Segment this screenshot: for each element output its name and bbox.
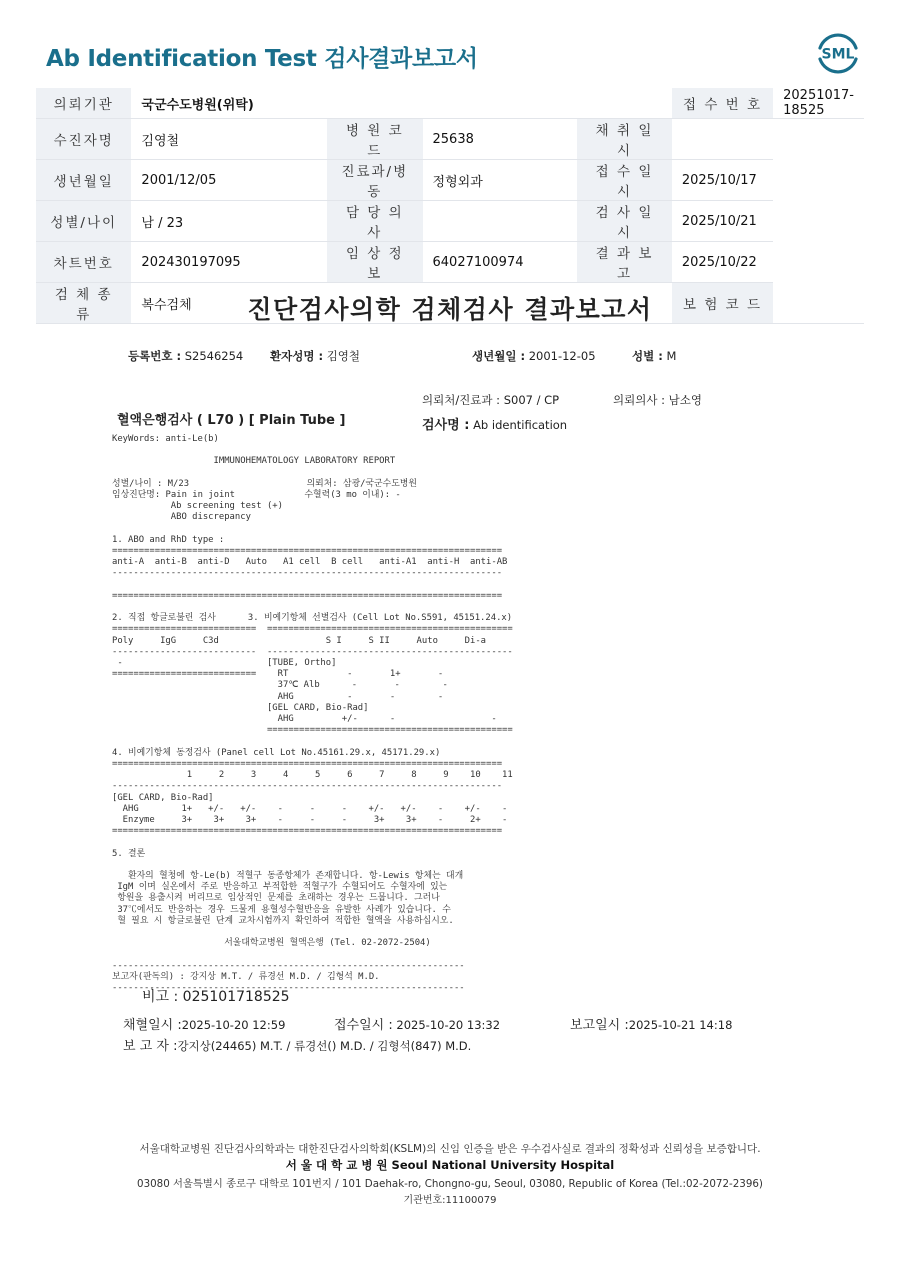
info-row [36,119,864,160]
reported-time: 보고일시 :2025-10-21 14:18 [570,1018,733,1033]
reporter: 보 고 자 :강지상(24465) M.T. / 류경선() M.D. / 김형석(847) M.D. [123,1039,472,1054]
info-label: 진료과/병동 [327,160,422,201]
info-label: 임 상 정 보 [327,242,422,283]
received-time: 접수일시 : 2025-10-20 13:32 [334,1018,501,1033]
info-label: 담 당 의 사 [327,201,422,242]
patient-name: 환자성명 : 김영철 [270,349,361,363]
report-title: 진단검사의학 검체검사 결과보고서 [247,295,653,324]
info-row [36,88,864,119]
info-value: 25638 [423,119,578,160]
info-value: 2025/10/22 [672,242,773,283]
info-row [36,201,864,242]
info-label: 검 사 일 시 [577,201,672,242]
logo-text: SML [821,46,855,63]
footer-address: 03080 서울특별시 종로구 대학로 101번지 / 101 Daehak-ro, Chongno-gu, Seoul, 03080, Republic of Korea (Tel.:02-2072-2396) [137,1178,763,1190]
info-label: 검 체 종 류 [36,283,131,324]
info-value: 20251017-18525 [773,88,864,119]
footer-institution-no: 기관번호:11100079 [403,1195,497,1206]
test-name: 검사명 : Ab identification [422,418,568,433]
info-label: 수진자명 [36,119,131,160]
info-value: 2025/10/21 [672,201,773,242]
page-title: Ab Identification Test 검사결과보고서 [46,46,478,72]
info-label: 채 취 일 시 [577,119,672,160]
lab-report-body: KeyWords: anti-Le(b) IMMUNOHEMATOLOGY LABORATORY REPORT 성별/나이 : M/23 의뢰처: 삼광/국군수도병원 임상진단명: Pain in joint 수혈력(3 mo 이내): - Ab screening test (+) ABO discrepancy 1. ABO and RhD type : ========================================================================= anti-A anti-B anti-D Auto A1 cell B cell anti-A1 anti-H anti-AB ------------------------------------------------------------------------- ========================================================================= 2. 직접 항글로불린 검사 3. 비예기항체 선별검사 (Cell Lot No.S591, 45151.24.x) =========================== ============================================== Poly IgG C3d S I S II Auto Di-a --------------------------- ---------------------------------------------- - [TUBE, Ortho] =========================== RT - 1+ - 37℃ Alb - - - AHG - - - [GEL CARD, Bio-Rad] AHG +/- - - ============================================== 4. 비예기항체 동정검사 (Panel cell Lot No.45161.29.x, 45171.29.x) ========================================================================= 1 2 3 4 5 6 7 8 9 10 11 ------------------------------------------------------------------------- [GEL CARD, Bio-Rad] AHG 1+ +/- +/- - - - +/- +/- - +/- - Enzyme 3+ 3+ 3+ - - - 3+ 3+ - 2+ - ========================================================================= 5. 결론 환자의 혈청에 항-Le(b) 적혈구 동종항체가 존재합니다. 항-Lewis 항체는 대개 IgM 이며 실온에서 주로 반응하고 부적합한 적혈구가 수혈되어도 수혈자에 있는 항원을 용출시켜 버리므로 임상적인 문제를 초래하는 경우는 드뭅니다. 그러나 37℃에서도 반응하는 경우 드물게 용혈성수혈반응을 유발한 사례가 있습니다. 수 혈 필요 시 항글로불린 단계 교차시험까지 확인하여 적합한 혈액을 사용하십시오. 서울대학교병원 혈액은행 (Tel. 02-2072-2504) ------------------------------------------------------------------ 보고자(판독의) : 강지상 M.T. / 류경선 M.D. / 김형석 M.D. ------------------------------------------------------------------ [112,434,513,993]
info-label: 병 원 코 드 [327,119,422,160]
info-value: 남 / 23 [131,201,327,242]
dob: 생년월일 : 2001-12-05 [472,349,596,363]
footer-certification: 서울대학교병원 진단검사의학과는 대한진단검사의학회(KSLM)의 신임 인증을 받은 우수검사실로 결과의 정확성과 신뢰성을 보증합니다. [139,1143,761,1155]
info-row [36,160,864,201]
sml-logo [812,28,864,78]
info-value: 정형외과 [423,160,578,201]
dept: 의뢰처/진료과 : S007 / CP [422,393,560,407]
physician: 의뢰의사 : 남소영 [613,393,702,407]
info-value: 국군수도병원(위탁) [131,88,671,119]
info-value [672,119,773,160]
info-label: 결 과 보 고 [577,242,672,283]
info-value: 복수검체 [131,283,671,324]
info-label: 접 수 번 호 [672,88,773,119]
info-label: 접 수 일 시 [577,160,672,201]
remark: 비고 : 025101718525 [142,989,290,1005]
info-value: 2025/10/17 [672,160,773,201]
info-value [423,201,578,242]
section-title: 혈액은행검사 ( L70 ) [ Plain Tube ] [117,413,346,428]
footer-hospital-name: 서 울 대 학 교 병 원 Seoul National University Hospital [285,1158,615,1172]
info-label: 성별/나이 [36,201,131,242]
info-value: 김영철 [131,119,327,160]
info-value: 202430197095 [131,242,327,283]
info-label: 의뢰기관 [36,88,131,119]
info-label: 보 험 코 드 [672,283,773,324]
collected-time: 채혈일시 :2025-10-20 12:59 [123,1018,286,1033]
info-value: 2001/12/05 [131,160,327,201]
reg-no: 등록번호 : S2546254 [128,349,244,363]
info-value: 64027100974 [423,242,578,283]
info-label: 차트번호 [36,242,131,283]
info-label: 생년월일 [36,160,131,201]
sex: 성별 : M [632,349,677,363]
